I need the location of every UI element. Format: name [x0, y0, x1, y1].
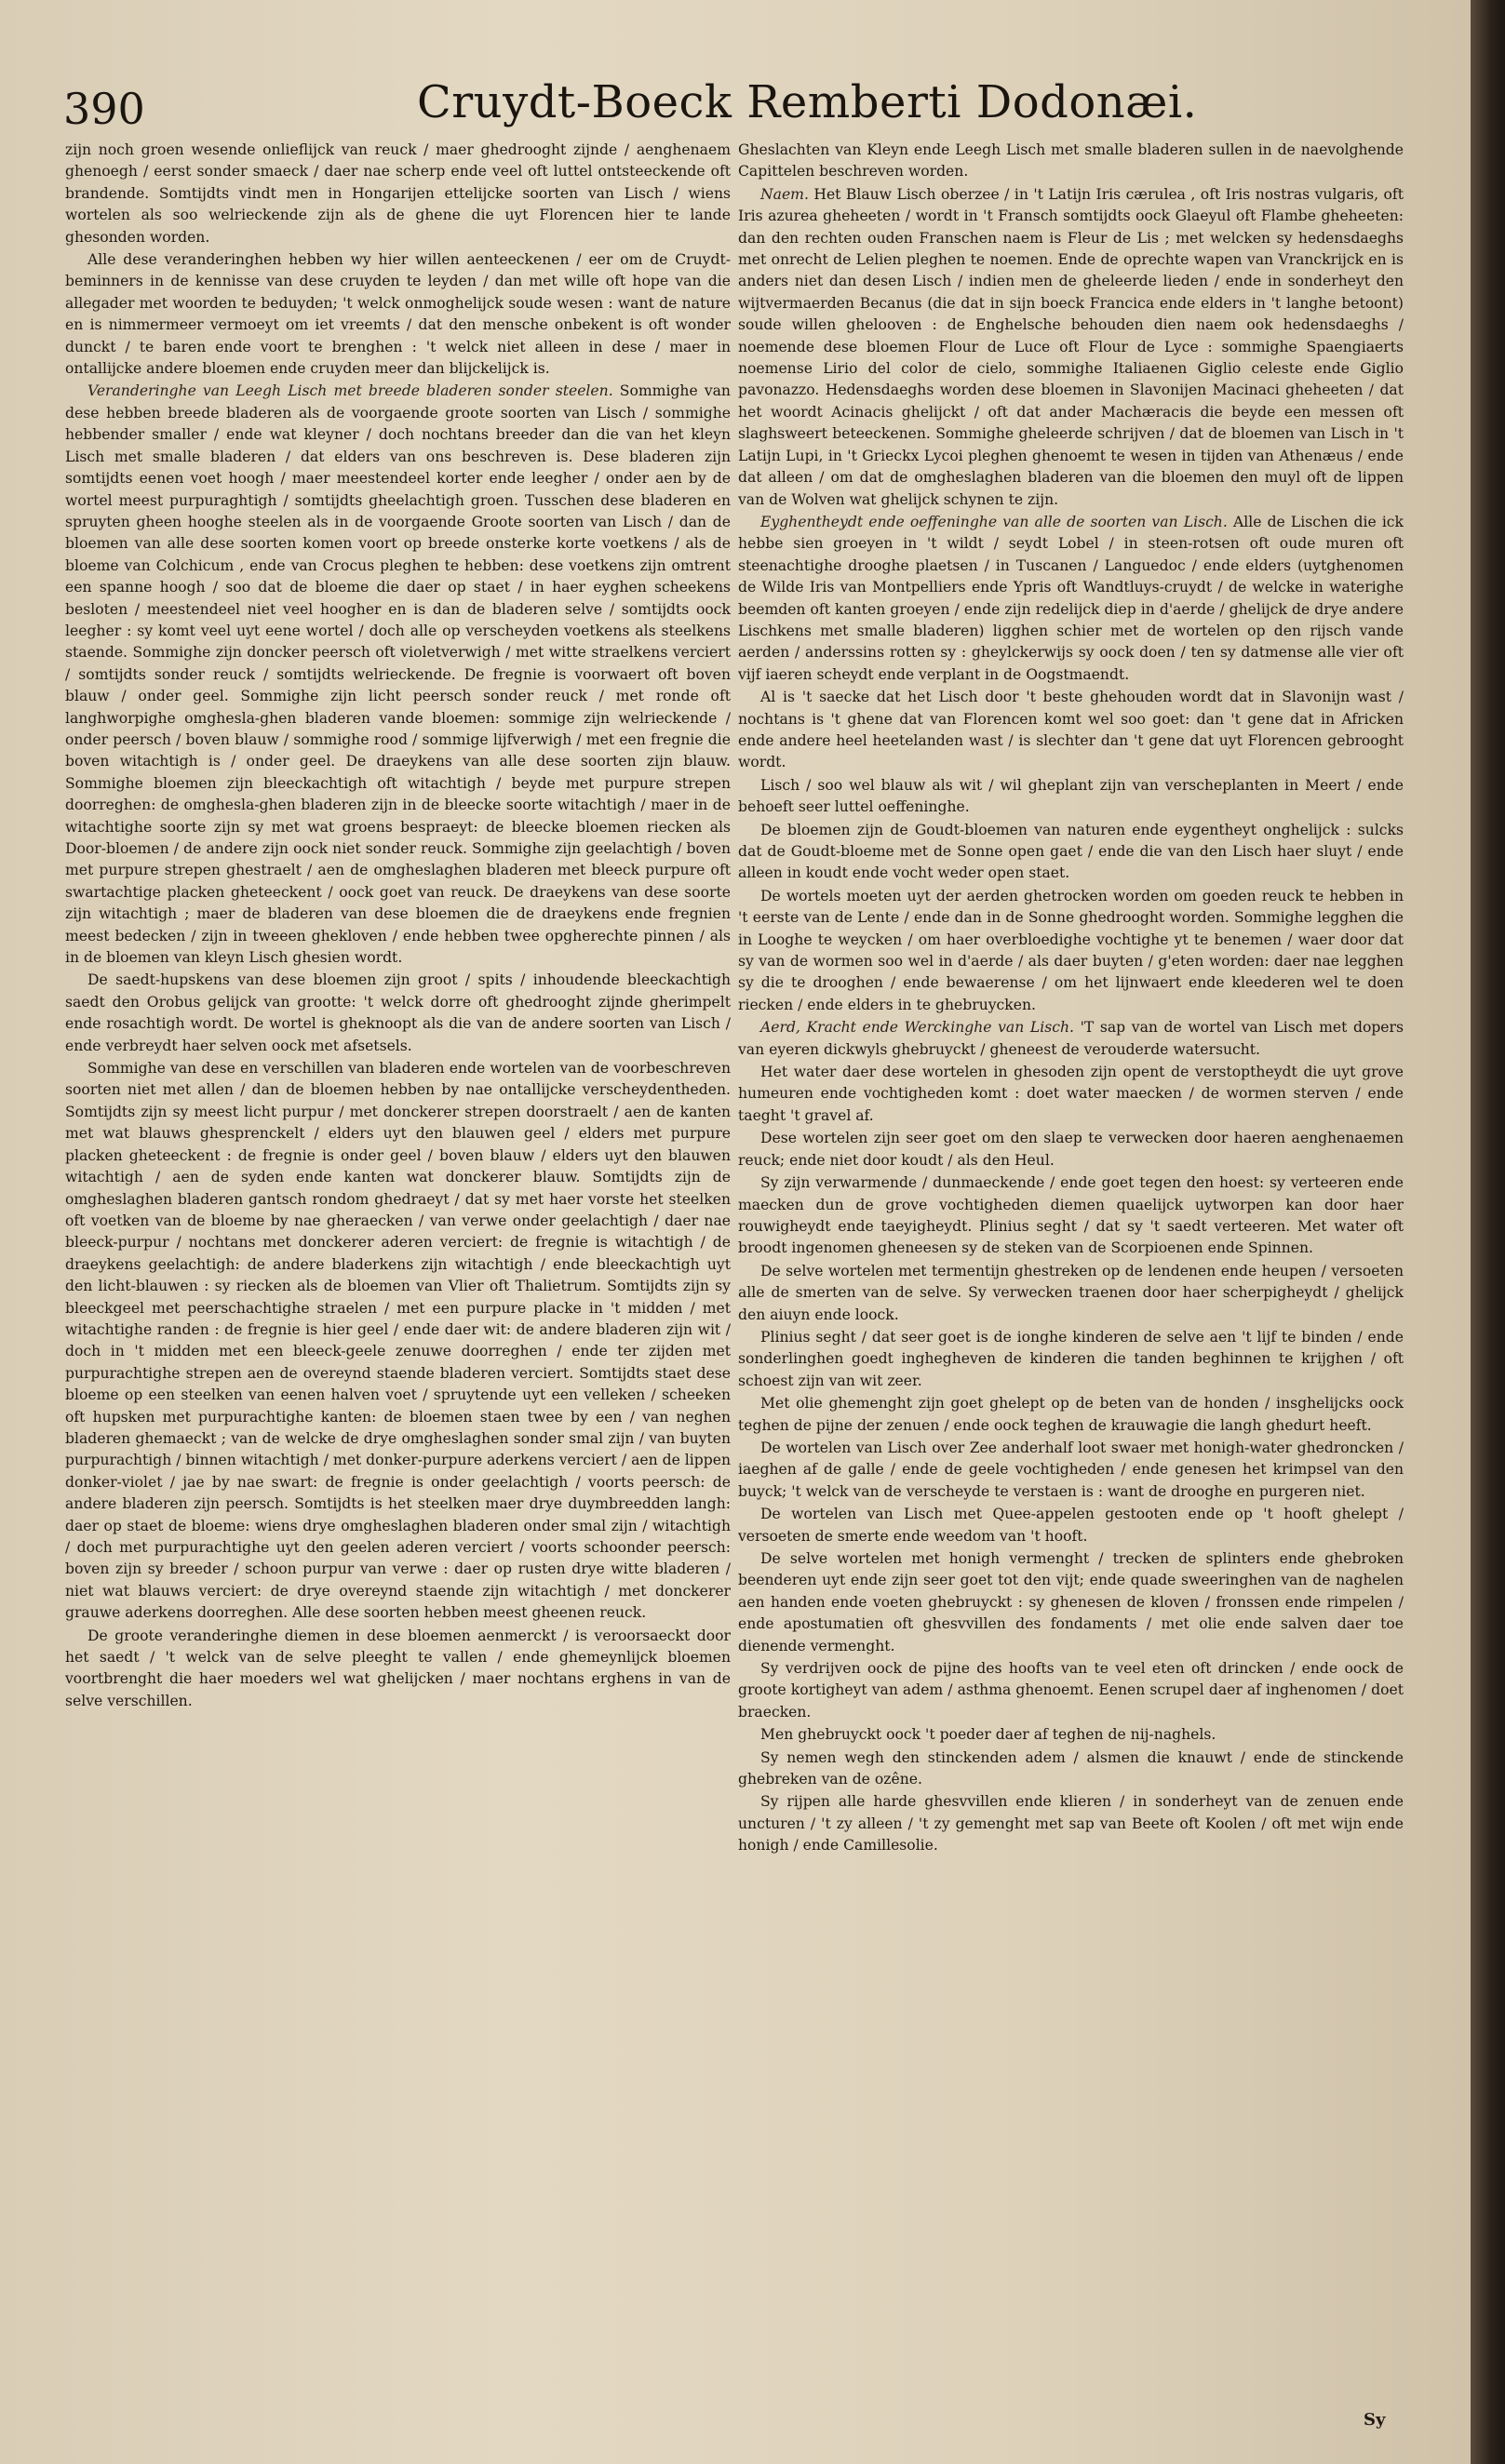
paragraph [738, 886, 1404, 1016]
paragraph-text: Sommighe van dese hebben breede bladeren als de voorgaende groote soorten van Lisch / sommighe hebbender smaller / ende wat kleyner / doch nochtans breeder dan die van het kleyn Lisch met smalle bladeren / dat elders van ons beschreven is. Dese bladeren zijn somtijdts eenen voet hoogh / maer meestendeel korter ende leegher / onder aen by de wortel meest purpuraghtigh / somtijdts gheelachtigh groen. Tusschen dese bladeren en spruyten gheen hooghe steelen als in de voorgaende Groote soorten van Lisch / dan de bloemen van alle dese soorten komen voort op breede onsterke korte voetkens / als de bloeme van Colchicum , ende van Crocus pleghen te hebben: dese voetkens zijn omtrent een spanne hoogh / soo dat de bloeme die daer op staet / in haer eyghen scheekens besloten / meestendeel niet veel hoogher en is dan de bladeren selve / somtijdts oock leegher : sy komt veel uyt eene wortel / doch alle op verscheyden voetkens als steelkens staende. Sommighe zijn doncker peersch oft violetverwigh / met witte straelkens verciert / somtijdts sonder reuck / somtijdts welrieckende. De fregnie is voorwaert oft boven blauw / onder geel. Sommighe zijn licht peersch sonder reuck / met ronde oft langhworpighe omghesla-ghen bladeren vande bloemen: sommige zijn welrieckende / onder peersch / boven blauw / sommighe rood / sommige lijfverwigh / met een fregnie die boven witachtigh is / onder geel. De draeykens van alle dese soorten zijn blauw. Sommighe bloemen zijn bleeckachtigh oft witachtigh / beyde met purpure strepen doorreghen: de omghesla-ghen bladeren zijn in de bleecke soorte witachtigh / maer in de witachtighe soorte zijn sy met wat groens bespraeyt: de bleecke bloemen riecken als Door-bloemen / de andere zijn oock niet sonder reuck. Sommighe zijn geelachtigh / boven met purpure strepen ghestraelt / aen de omgheslaghen bladeren met bleeck purpure oft swartachtige placken gheteeckent / oock goet van reuck. De draeykens van dese soorte zijn witachtigh ; maer de bladeren van dese bloemen die de draeykens ende fregnien meest bedecken / zijn in tweeen ghekloven / ende hebben twee opgherechte pinnen / als in de bloemen van kleyn Lisch ghesien wordt. [65, 382, 731, 967]
paragraph [65, 970, 731, 1057]
paragraph [738, 1327, 1404, 1392]
running-title: Cruydt-Boeck Remberti Dodonæi. [417, 76, 1198, 128]
section-heading: Aerd, Kracht ende Werckinghe van Lisch. [760, 1019, 1074, 1037]
section-heading: Veranderinghe van Leegh Lisch met breede bladeren sonder steelen. [87, 382, 613, 400]
paragraph-text: Sy nemen wegh den stinckenden adem / alsmen die knauwt / ende de stinckende ghebreken van de ozêne. [738, 1748, 1404, 1788]
paragraph-text: De selve wortelen met termentijn ghestreken op de lendenen ende heupen / versoeten alle de smerten van de selve. Sy verwecken traenen door haer scherpigheydt / ghelijck den aiuyn ende loock. [738, 1262, 1404, 1323]
paragraph [738, 1791, 1404, 1856]
paragraph-text: De selve wortelen met honigh vermenght / trecken de splinters ende ghebroken beenderen uyt ende zijn seer goet tot den vijt; ende quade sweeringhen van de naghelen aen handen ende voeten ghebruyckt : sy ghenesen de kloven / fronssen ende rimpelen / ende apostumatien oft ghesvvillen des fondaments / met olie ende salven daer toe dienende vermenght. [738, 1550, 1404, 1654]
paragraph-text: De wortelen van Lisch over Zee anderhalf loot swaer met honigh-water ghedroncken / iaeghen af de galle / ende de geele vochtigheden / ende genesen het krimpsel van den buyck; 't welck van de verscheyde te verstaen is : want de drooghe en purgeren niet. [738, 1439, 1404, 1500]
section-heading: Eyghentheydt ende oeffeninghe van alle de soorten van Lisch. [760, 513, 1228, 530]
paragraph-text: Sy rijpen alle harde ghesvvillen ende klieren / in sonderheyt van de zenuen ende uncturen / 't zy alleen / 't zy gemenght met sap van Beete oft Koolen / oft met wijn ende honigh / ende Camillesolie. [738, 1793, 1404, 1855]
paragraph [738, 1724, 1404, 1746]
paragraph-text: Met olie ghemenght zijn goet ghelept op de beten van de honden / insghelijcks oock teghen de pijne der zenuen / ende oock teghen de krauwagie die langh ghedurt heeft. [738, 1395, 1404, 1434]
paragraph-text: Sommighe van dese en verschillen van bladeren ende wortelen van de voorbeschreven soorten niet met allen / dan de bloemen hebben by nae ontallijcke verscheydentheden. Somtijdts zijn sy meest licht purpur / met donckerer strepen doorstraelt / aen de kanten met wat blauws ghesprenckelt / elders uyt den blauwen geel / elders met purpure placken gheteeckent : de fregnie is onder geel / boven blauw / elders uyt den blauwen witachtigh / aen de syden ende kanten wat donckerer blauw. Somtijdts zijn de omgheslaghen bladeren gantsch rondom ghedraeyt / dat sy met haer vorste het steelken oft voetken van de bloeme by nae gheraecken / van verwe onder geelachtigh / daer nae bleeck-purpur / nochtans met donckerer aderen verciert: de fregnie is witachtigh / de draeykens geelachtigh: de andere bladerkens zijn witachtigh / ende bleeckachtigh uyt den licht-blauwen : sy riecken als de bloemen van Vlier oft Thalietrum. Somtijdts zijn sy bleeckgeel met peerschachtighe straelen / met een purpure placke in 't midden / met witachtighe randen : de fregnie is hier geel / ende daer wit: de andere bladeren zijn wit / doch in 't midden met een bleeck-geele zenuwe doorreghen / ende ter zijden met purpurachtighe strepen aen de overeynd staende bladeren verciert. Somtijdts staet dese bloeme op een steelken van eenen halven voet / spruytende uyt een velleken / scheeken oft hupsken met purpurachtighe kanten: de bloemen staen twee by een / van neghen bladeren ghemaeckt ; van de welcke de drye omgheslaghen sonder smal zijn / van buyten purpurachtigh / binnen witachtigh / met donker-purpure aderkens verciert / aen de lippen donker-violet / jae by nae swart: de fregnie is onder geelachtigh / voorts peersch: de andere bladeren zijn peersch. Somtijdts is het steelken maer drye duymbreedden langh: daer op staet de bloeme: wiens drye omgheslaghen bladeren onder smal zijn / witachtigh / doch met purpurachtighe uyt den geelen aderen verciert / voorts schoonder peersch: boven zijn sy breeder / schoon purpur van verwe : daer op rusten drye witte bladeren / niet wat blauws verciert: de drye overeynd staende zijn witachtigh / met donckerer grauwe aderkens doorreghen. Alle dese soorten hebben meest gheenen reuck. [65, 1060, 731, 1622]
paragraph [738, 1748, 1404, 1791]
paragraph-text: Lisch / soo wel blauw als wit / wil gheplant zijn van verscheplanten in Meert / ende behoeft seer luttel oeffeninghe. [738, 776, 1404, 816]
left-text-column [65, 140, 731, 2396]
paragraph-text: Gheslachten van Kleyn ende Leegh Lisch met smalle bladeren sullen in de naevolghende Capittelen beschreven worden. [738, 141, 1404, 181]
section-heading: Naem. [760, 185, 809, 203]
paragraph [738, 1017, 1404, 1061]
paragraph-text: zijn noch groen wesende onlieflijck van reuck / maer ghedrooght zijnde / aenghenaem ghenoegh / eerst sonder smaeck / daer nae scherp ende veel oft luttel ontsteeckende oft brandende. Somtijdts vindt men in Hongarijen ettelijcke soorten van Lisch / wiens wortelen als soo welrieckende zijn als de ghene die uyt Florencen hier te lande ghesonden worden. [65, 141, 731, 246]
paragraph [738, 1548, 1404, 1657]
paragraph-text: Sy zijn verwarmende / dunmaeckende / ende goet tegen den hoest: sy verteeren ende maecken dun de grove vochtigheden diemen quaelijck uytworpen kan door haer rouwigheydt ende taeyigheydt. Plinius seght / dat sy 't saedt verteeren. Met water oft broodt ingenomen gheneesen sy de steken van de Scorpioenen ende Spinnen. [738, 1174, 1404, 1257]
catch-word: Sy [1364, 2410, 1386, 2430]
book-gutter-edge [1471, 0, 1505, 2464]
paragraph [65, 1626, 731, 1713]
paragraph-text: Sy verdrijven oock de pijne des hoofts van te veel eten oft drincken / ende oock de groote kortigheyt van adem / asthma ghenoemt. Eenen scrupel daer af inghenomen / doet braecken. [738, 1660, 1404, 1721]
paragraph [738, 1438, 1404, 1503]
paragraph [738, 775, 1404, 819]
paragraph [65, 140, 731, 248]
paragraph [65, 1058, 731, 1625]
paragraph [738, 820, 1404, 885]
paragraph [738, 1658, 1404, 1723]
paragraph [738, 687, 1404, 774]
paragraph [65, 249, 731, 380]
paragraph-text: Al is 't saecke dat het Lisch door 't beste ghehouden wordt dat in Slavonijn wast / nochtans is 't ghene dat van Florencen komt wel soo goet: dan 't gene dat in Africken ende andere heel heetelanden wast / is slechter dan 't gene dat uyt Florencen gebrooght wordt. [738, 689, 1404, 771]
paragraph-text: De bloemen zijn de Goudt-bloemen van naturen ende eygentheyt onghelijck : sulcks dat de Goudt-bloeme met de Sonne open gaet / ende die van den Lisch haer sluyt / ende alleen in koudt ende vocht weder open staet. [738, 821, 1404, 882]
paragraph-text: Plinius seght / dat seer goet is de ionghe kinderen de selve aen 't lijf te binden / ende sonderlinghen goedt inghegheven de kinderen die tanden beghinnen te krijghen / oft schoest zijn van wit zeer. [738, 1328, 1404, 1389]
paragraph-text: Alle dese veranderinghen hebben wy hier willen aenteeckenen / eer om de Cruydt-beminners in de kennisse van dese cruyden te leyden / dan met wille oft hope van die allegader met woorden te beduyden; 't welck onmoghelijck soude wesen : want de nature en is nimmermeer vermoeyt om iet vreemts / dat den mensche onbekent is oft wonder dunckt / te baren ende voort te brenghen : 't welck niet alleen in dese / maer in ontallijcke andere bloemen ende cruyden meer dan blijckelijck is. [65, 251, 731, 378]
paragraph-text: De wortelen van Lisch met Quee-appelen gestooten ende op 't hooft ghelept / versoeten de smerte ende weedom van 't hooft. [738, 1506, 1404, 1545]
paragraph-text: 'T sap van de wortel van Lisch met dopers van eyeren dickwyls ghebruyckt / gheneest de verouderde watersucht. [738, 1019, 1404, 1058]
paragraph [738, 1504, 1404, 1547]
paragraph [738, 1393, 1404, 1437]
paragraph-text: Het Blauw Lisch oberzee / in 't Latijn Iris cærulea , oft Iris nostras vulgaris, oft Iris azurea gheheeten / wordt in 't Fransch somtijdts oock Glaeyul oft Flambe gheheeten: dan den rechten ouden Franschen naem is Fleur de Lis ; met welcken sy hedensdaeghs met onrecht de Lelien pleghen te noemen. Ende de oprechte wapen van Vranckrijck en is anders niet dan desen Lisch / indien men de gheleerde lieden / ende in sonderheyt den wijtvermaerden Becanus (die dat in sijn boeck Francica ende elders in 't langhe betoont) soude willen ghelooven : de Enghelsche behouden dien naem ook hedensdaeghs / noemende dese bloemen Flour de Luce oft Flour de Lyce : sommighe Spaengiaerts noemense Lirio del color de cielo, sommighe Italiaenen Giglio celeste ende Giglio pavonazzo. Hedensdaeghs worden dese bloemen in Slavonijen Macinaci gheheeten / dat het woordt Acinacis ghelijckt / oft dat ander Machæracis die beyde een messen oft slaghsweert beteeckenen. Sommighe gheleerde schrijven / dat de bloemen van Lisch in 't Latijn Lupi, in 't Grieckx Lycoi pleghen ghenoemt te wesen in tijden van Athenæus / ende dat alleen / om dat de omgheslaghen bladeren van die bloemen den muyl oft de lippen van de Wolven wat ghelijck schynen te zijn. [738, 185, 1404, 508]
right-text-column [738, 140, 1404, 2396]
paragraph [738, 512, 1404, 686]
paragraph [738, 184, 1404, 511]
paragraph-text: Men ghebruyckt oock 't poeder daer af teghen de nij-naghels. [760, 1726, 1216, 1744]
paragraph-text: Dese wortelen zijn seer goet om den slaep te verwecken door haeren aenghenaemen reuck; ende niet door koudt / als den Heul. [738, 1130, 1404, 1169]
paragraph [738, 1261, 1404, 1326]
paragraph [738, 1172, 1404, 1260]
paragraph-text: De wortels moeten uyt der aerden ghetrocken worden om goeden reuck te hebben in 't eerste van de Lente / ende dan in de Sonne ghedrooght worden. Sommighe legghen die in Looghe te weycken / om haer overbloedighe vochtighe yt te benemen / waer door dat sy van de wormen soo wel in d'aerde / als daer buyten / g'eten worden: daer nae legghen sy die te drooghen / ende bewaerense / om het lijnwaert ende kleederen wel te doen riecken / ende elders in te ghebruycken. [738, 887, 1404, 1013]
page-number: 390 [63, 84, 145, 134]
paragraph [738, 140, 1404, 183]
paragraph-text: Alle de Lischen die ick hebbe sien groeyen in 't wildt / seydt Lobel / in steen-rotsen oft oude muren oft steenachtighe drooghe plaetsen / in Tuscanen / Languedoc / ende elders (uytghenomen de Wilde Iris van Montpelliers ende Ypris oft Wandtluys-cruydt / de welcke in waterighe beemden oft kanten groeyen / ende zijn redelijck diep in d'aerde / ghelijck de drye andere Lischkens met smalle bladeren) ligghen schier met de wortelen op den rijsch vande aerden / anderssins rotten sy : gheylckerwijs sy oock doen / ten sy datmense alle vier oft vijf iaeren scheydt ende verplant in de Oogstmaendt. [738, 513, 1404, 683]
paragraph-text: De saedt-hupskens van dese bloemen zijn groot / spits / inhoudende bleeckachtigh saedt den Orobus gelijck van grootte: 't welck dorre oft ghedrooght zijnde gherimpelt ende rosachtigh wordt. De wortel is gheknoopt als die van de andere soorten van Lisch / ende verbreydt haer selven oock met afsetsels. [65, 971, 731, 1054]
paragraph [738, 1128, 1404, 1172]
paragraph [738, 1062, 1404, 1127]
page-header [63, 73, 1459, 138]
paragraph-text: Het water daer dese wortelen in ghesoden zijn opent de verstoptheydt die uyt grove humeuren ende vochtigheden komt : doet water maecken / de wormen sterven / ende taeght 't gravel af. [738, 1064, 1404, 1124]
paragraph-text: De groote veranderinghe diemen in dese bloemen aenmerckt / is veroorsaeckt door het saedt / 't welck van de selve pleeght te vallen / ende ghemeynlijck bloemen voortbrenght die haer moeders wel wat ghelijcken / maer nochtans erghens in van de selve verschillen. [65, 1627, 731, 1709]
paragraph [65, 381, 731, 969]
